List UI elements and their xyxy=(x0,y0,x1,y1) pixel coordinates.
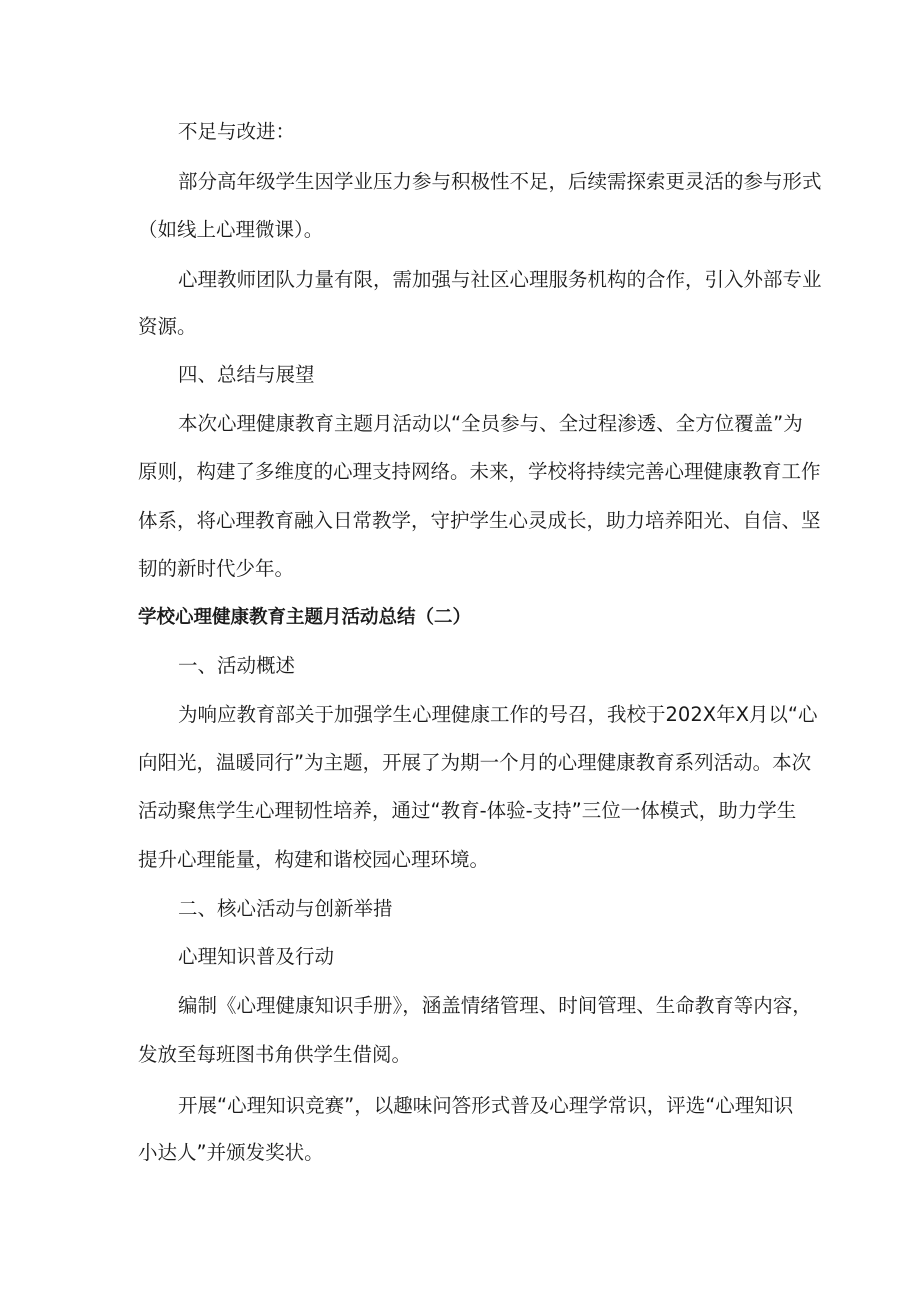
paragraph-line: 提升心理能量，构建和谐校园心理环境。 xyxy=(138,848,490,871)
paragraph-line: 韧的新时代少年。 xyxy=(138,557,295,580)
paragraph-line: 开展“心理知识竞赛”，以趣味问答形式普及心理学常识，评选“心理知识 xyxy=(178,1094,794,1117)
paragraph-line: 资源。 xyxy=(138,315,197,338)
paragraph-line: 小达人”并颁发奖状。 xyxy=(138,1141,324,1164)
section-heading-core-activities: 二、核心活动与创新举措 xyxy=(178,897,393,920)
paragraph-line: 心理教师团队力量有限，需加强与社区心理服务机构的合作，引入外部专业 xyxy=(178,268,822,291)
paragraph-line: 发放至每班图书角供学生借阅。 xyxy=(138,1043,412,1066)
paragraph-line: （如线上心理微课）。 xyxy=(138,218,324,241)
subsection-heading-knowledge: 心理知识普及行动 xyxy=(178,945,335,968)
document-title: 学校心理健康教育主题月活动总结（二） xyxy=(138,607,472,628)
paragraph-line: 原则，构建了多维度的心理支持网络。未来，学校将持续完善心理健康教育工作 xyxy=(138,460,821,483)
paragraph-line: 编制《心理健康知识手册》，涵盖情绪管理、时间管理、生命教育等内容， xyxy=(178,994,812,1017)
paragraph-line: 本次心理健康教育主题月活动以“全员参与、全过程渗透、全方位覆盖”为 xyxy=(178,412,803,435)
paragraph-line: 向阳光，温暖同行”为主题，开展了为期一个月的心理健康教育系列活动。本次 xyxy=(138,751,812,774)
paragraph-line: 体系，将心理教育融入日常教学，守护学生心灵成长，助力培养阳光、自信、坚 xyxy=(138,509,821,532)
paragraph-line: 部分高年级学生因学业压力参与积极性不足，后续需探索更灵活的参与形式 xyxy=(178,170,822,193)
paragraph-line: 为响应教育部关于加强学生心理健康工作的号召，我校于202X年X月以“心 xyxy=(178,703,818,726)
section-heading-overview: 一、活动概述 xyxy=(178,654,296,677)
paragraph-heading-shortcomings: 不足与改进： xyxy=(178,120,296,143)
paragraph-line: 活动聚焦学生心理韧性培养，通过“教育-体验-支持”三位一体模式，助力学生 xyxy=(138,799,797,822)
section-heading-summary: 四、总结与展望 xyxy=(178,363,315,386)
